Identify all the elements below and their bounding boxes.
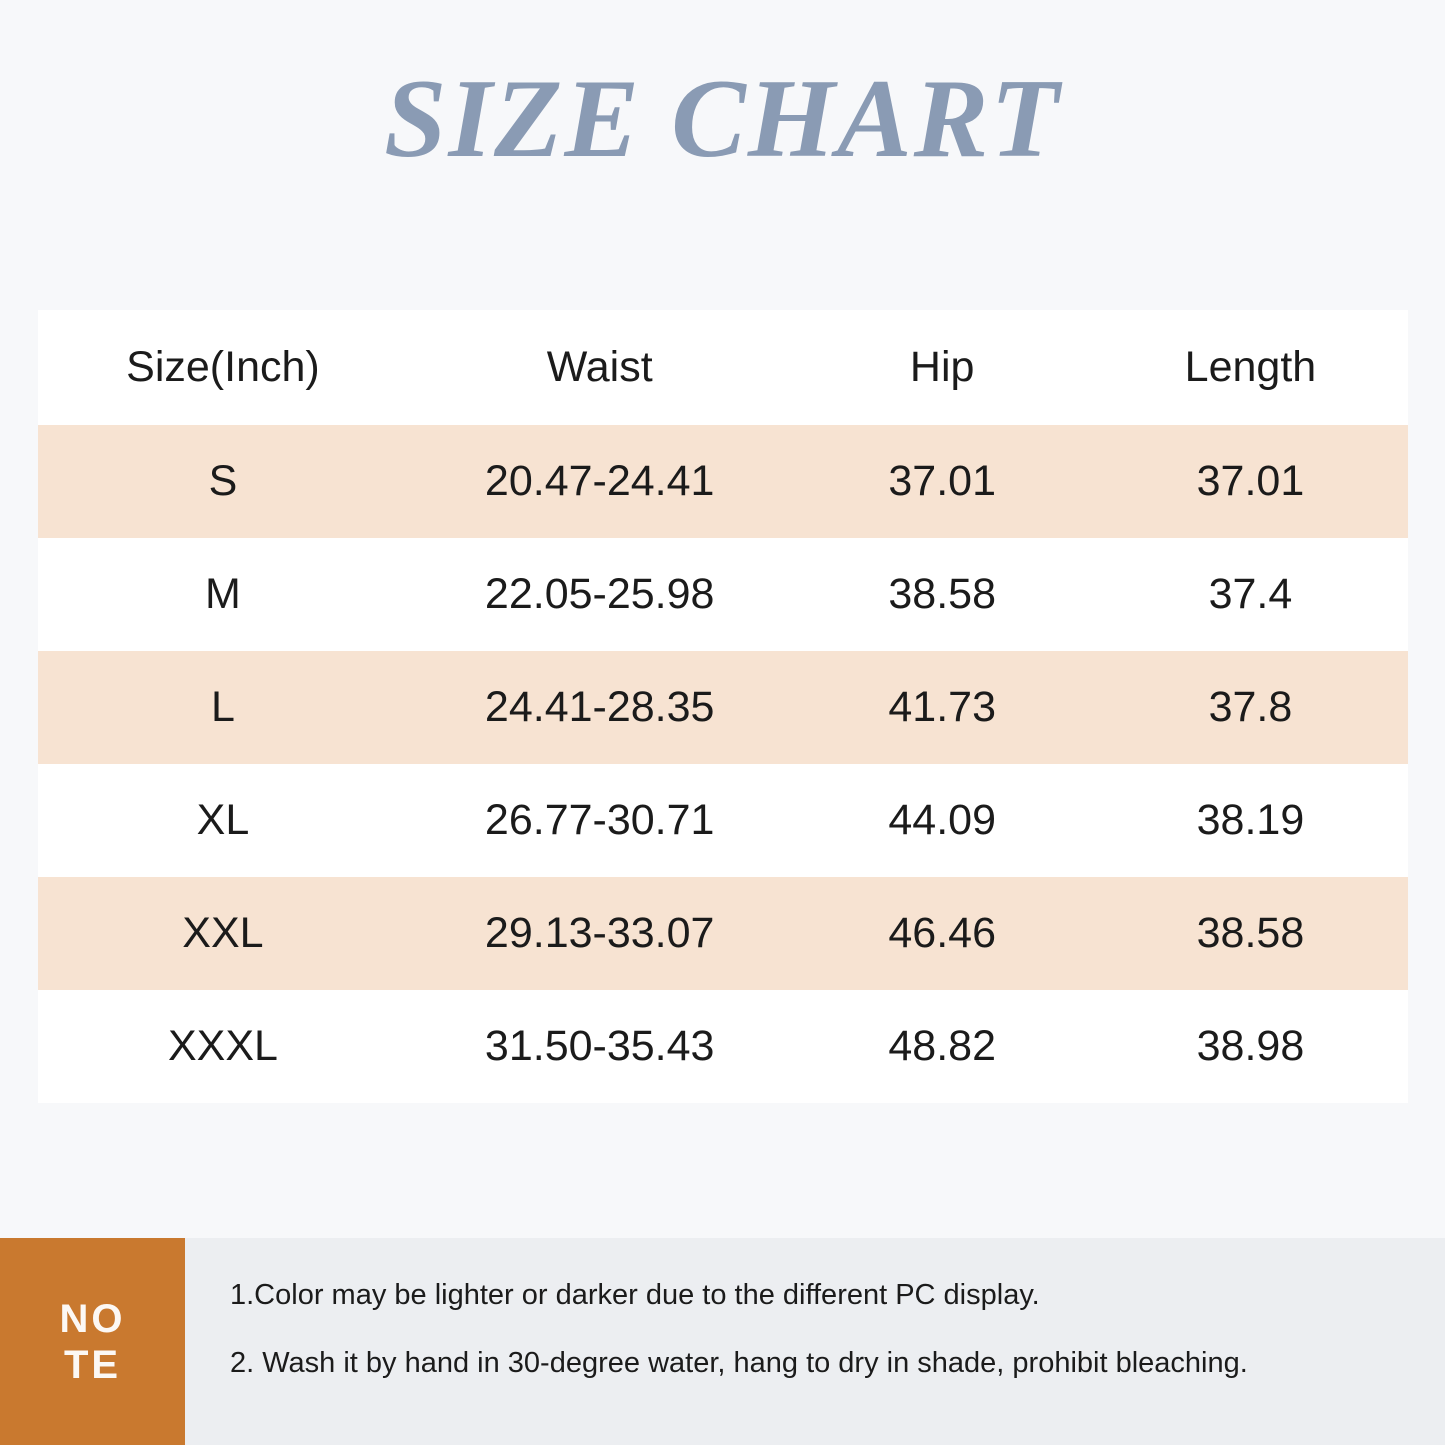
table-row xyxy=(38,425,1408,538)
table-row xyxy=(38,764,1408,877)
cell-hip: 46.46 xyxy=(791,877,1092,990)
cell-hip: 37.01 xyxy=(791,425,1092,538)
note-line-wash: 2. Wash it by hand in 30-degree water, hang to dry in shade, prohibit bleaching. xyxy=(230,1347,1248,1380)
table-header-row xyxy=(38,310,1408,425)
column-header-size: Size(Inch) xyxy=(38,310,408,425)
note-badge-line-2: TE xyxy=(63,1342,122,1387)
table-row xyxy=(38,877,1408,990)
cell-hip: 44.09 xyxy=(791,764,1092,877)
column-header-hip: Hip xyxy=(791,310,1092,425)
size-table xyxy=(38,310,1408,1103)
cell-hip: 41.73 xyxy=(791,651,1092,764)
size-table-container xyxy=(38,310,1408,1103)
cell-length: 38.58 xyxy=(1093,877,1408,990)
cell-size: XXXL xyxy=(38,990,408,1103)
cell-size: XXL xyxy=(38,877,408,990)
note-badge xyxy=(0,1238,185,1445)
table-row xyxy=(38,651,1408,764)
cell-waist: 29.13-33.07 xyxy=(408,877,792,990)
table-header xyxy=(38,310,1408,425)
cell-waist: 24.41-28.35 xyxy=(408,651,792,764)
note-line-color: 1.Color may be lighter or darker due to the different PC display. xyxy=(230,1279,1040,1311)
note-badge-line-1: NO xyxy=(59,1296,126,1341)
note-badge-letters xyxy=(60,1296,126,1388)
page-title: SIZE CHART xyxy=(384,57,1061,181)
table-row xyxy=(38,990,1408,1103)
cell-waist: 26.77-30.71 xyxy=(408,764,792,877)
cell-waist: 31.50-35.43 xyxy=(408,990,792,1103)
cell-size: M xyxy=(38,538,408,651)
cell-waist: 20.47-24.41 xyxy=(408,425,792,538)
column-header-waist: Waist xyxy=(408,310,792,425)
column-header-length: Length xyxy=(1093,310,1408,425)
cell-hip: 48.82 xyxy=(791,990,1092,1103)
cell-length: 38.19 xyxy=(1093,764,1408,877)
cell-length: 38.98 xyxy=(1093,990,1408,1103)
table-body xyxy=(38,425,1408,1103)
note-body xyxy=(185,1238,1445,1445)
cell-hip: 38.58 xyxy=(791,538,1092,651)
table-row xyxy=(38,538,1408,651)
cell-size: XL xyxy=(38,764,408,877)
cell-length: 37.01 xyxy=(1093,425,1408,538)
cell-size: S xyxy=(38,425,408,538)
cell-length: 37.8 xyxy=(1093,651,1408,764)
cell-length: 37.4 xyxy=(1093,538,1408,651)
cell-size: L xyxy=(38,651,408,764)
note-bar xyxy=(0,1238,1445,1445)
cell-waist: 22.05-25.98 xyxy=(408,538,792,651)
